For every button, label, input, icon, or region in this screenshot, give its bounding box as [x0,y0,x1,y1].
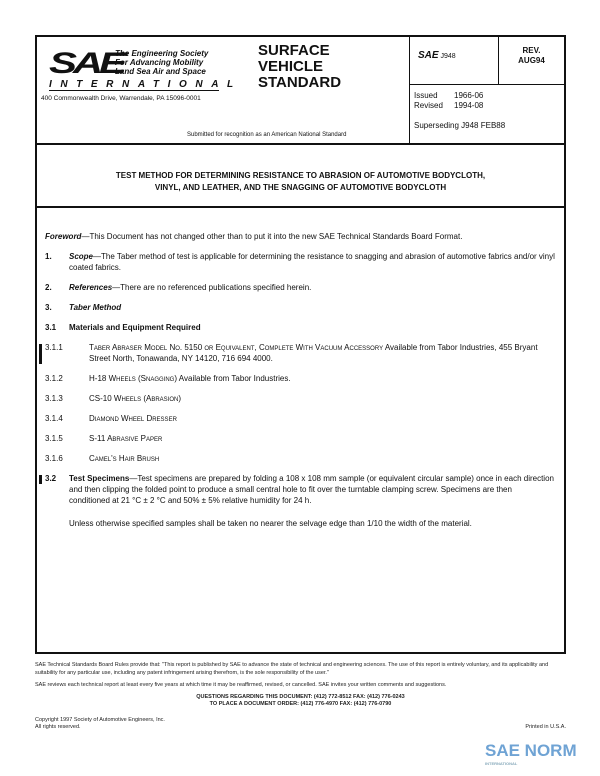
foreword [45,231,555,242]
footer-order: TO PLACE A DOCUMENT ORDER: (412) 776-4970 FAX: (412) 776-0790 [209,701,392,707]
title-line: TEST METHOD FOR DETERMINING RESISTANCE TO ABRASION OF AUTOMOTIVE BODYCLOTH, [115,171,486,180]
item-number: 3.1.1 [45,343,63,352]
section-text: —Test specimens are prepared by folding a 108 x 108 mm sample (or equivalent circular sample) once in each direction and then clipping the folded point to produce a small central hole to fit over the turntable clamping screw. Specimens are then conditioned at 21 °C ± 2 °C and 50% ± 5% relative humidity for 24 h. [69,474,554,505]
item-name: S-11 Abrasive Paper [89,434,163,443]
equipment-item [45,453,555,464]
doc-number-cell [409,37,499,85]
equipment-item [45,433,555,444]
section-heading: Taber Method [69,303,122,312]
sae-norm-watermark [485,741,577,766]
section-text: Unless otherwise specified samples shall be taken no nearer the selvage edge than 1/10 the width of the material. [69,519,472,528]
printed-in: Printed in U.S.A. [525,724,566,730]
item-text: Available from Tabor Industries. [177,374,291,383]
issued-date: 1966-06 [454,91,484,100]
revision-cell [499,37,564,85]
item-number: 3.1.5 [45,434,63,443]
item-name: Camel's Hair Brush [89,454,160,463]
footer-review: SAE reviews each technical report at least every five years at which time it may be reaffirmed, revised, or cancelled. SAE invites your written comments and suggestions. [35,682,447,688]
item-number: 3.1.3 [45,394,63,403]
sae-logo-mark: SAE [49,47,123,80]
title-line: VINYL, AND LEATHER, AND THE SNAGGING OF AUTOMOTIVE BODYCLOTH [154,183,447,192]
copyright: Copyright 1997 Society of Automotive Engineers, Inc. [35,716,165,723]
section-3-2 [45,473,555,506]
foreword-text: —This Document has not changed other than to put it into the new SAE Technical Standards Board Format. [81,232,463,241]
equipment-item [45,342,555,364]
section-number: 3. [45,303,52,312]
section-text: —There are no referenced publications specified herein. [112,283,312,292]
section-number: 3.1 [45,323,57,332]
footer [35,662,566,732]
doc-type-line: STANDARD [258,74,342,91]
tagline-line: Land Sea Air and Space [115,67,206,76]
address: 400 Commonwealth Drive, Warrendale, PA 15096-0001 [41,95,201,102]
equipment-item [45,413,555,424]
change-bar [39,344,42,364]
superseding: Superseding J948 FEB88 [414,121,506,130]
section-number: 1. [45,252,52,261]
revised-date: 1994-08 [454,101,484,110]
revised-label: Revised [414,101,443,110]
foreword-heading: Foreword [45,232,82,241]
equipment-item [45,373,555,384]
section-1 [45,251,555,273]
section-3 [45,302,555,313]
item-number: 3.1.4 [45,414,63,423]
section-number: 2. [45,283,52,292]
sae-small-logo: SAE [418,50,439,61]
section-2 [45,282,555,293]
footer-questions: QUESTIONS REGARDING THIS DOCUMENT: (412) 772-8512 FAX: (412) 776-0243 [196,693,405,700]
doc-type-line: SURFACE [258,42,330,59]
rights: All rights reserved. [35,724,81,730]
item-name: Diamond Wheel Dresser [89,414,177,423]
section-heading: Materials and Equipment Required [69,323,201,332]
dates-cell [409,85,564,145]
society-tagline [115,49,208,76]
tagline-line: The Engineering Society [115,49,209,58]
equipment-item [45,393,555,404]
document-title [37,145,564,208]
item-number: 3.1.2 [45,374,63,383]
doc-number: J948 [440,53,456,60]
ansi-note: Submitted for recognition as an American National Standard [187,132,347,138]
change-bar [39,475,42,484]
sae-logo [41,47,242,102]
section-text: —The Taber method of test is applicable for determining the resistance to snagging and abrasion of automotive fabrics and/or vinyl coated fabrics. [69,252,555,272]
section-heading: References [69,283,113,292]
section-number: 3.2 [45,474,57,483]
item-text: Available from Tabor Industries, 455 Bryant Street North, Tonawanda, NY 14120, 716 694 4000. [89,343,538,363]
section-heading: Scope [69,252,94,261]
doc-type-line: VEHICLE [258,58,324,75]
document-body [45,231,555,538]
tagline-line: For Advancing Mobility [115,58,204,67]
item-name: CS-10 Wheels (Abrasion) [89,394,182,403]
watermark-text: SAE NORM [485,741,577,760]
item-name: Taber Abraser Model No. 5150 or Equivalent, Complete With Vacuum Accessory [89,343,384,352]
item-name: H-18 Wheels (Snagging) [89,374,178,383]
header [37,37,564,145]
item-number: 3.1.6 [45,454,63,463]
rev-value: AUG94 [518,56,545,65]
watermark-sub: INTERNATIONAL [485,761,518,766]
rev-label: REV. [522,46,541,55]
section-3-1 [45,322,555,333]
section-heading: Test Specimens [69,474,130,483]
international-label: INTERNATIONAL [49,79,242,90]
doc-type [258,43,341,91]
footer-rules: SAE Technical Standards Board Rules provide that: "This report is published by SAE to advance the state of technical and engineering sciences. The use of this report is entirely voluntary, and its applicability and suitability for any particular use, including any patent infringement arising therefrom, is the sole responsibility of the user." [35,662,549,676]
issued-label: Issued [414,91,438,100]
